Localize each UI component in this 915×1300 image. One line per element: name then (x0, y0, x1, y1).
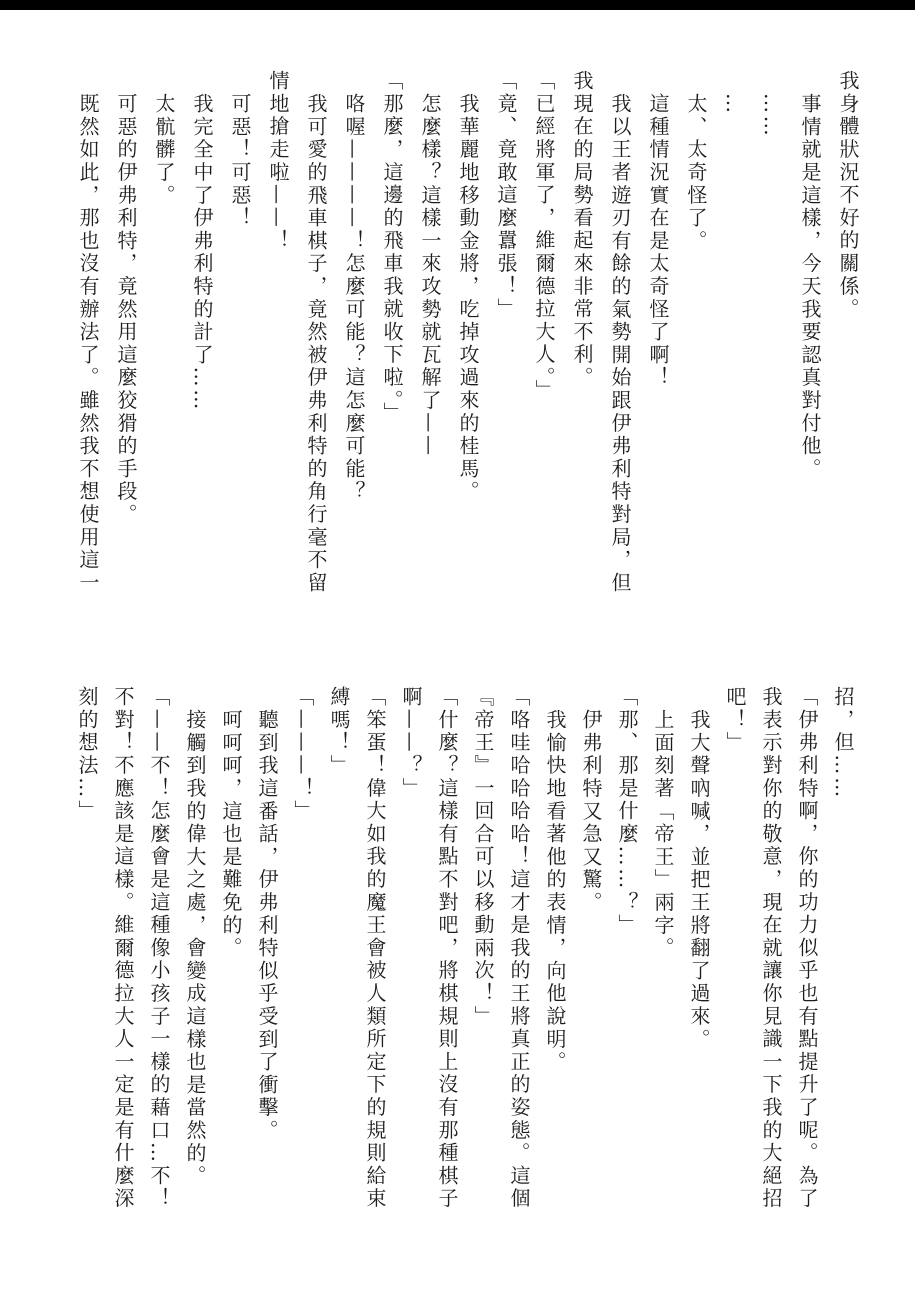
text-column: … (722, 93, 746, 116)
text-column: 「咯哇哈哈哈哈！這才是我的王將真正的姿態。這個 (507, 686, 531, 1211)
text-column: 我完全中了伊弗利特的計了…… (190, 93, 214, 413)
text-column: 咯喔————！怎麼可能？這怎麼可能？ (342, 93, 366, 504)
text-column: 我以王者遊刃有餘的氣勢開始跟伊弗利特對局，但 (608, 93, 632, 595)
text-column: 「笨蛋！偉大如我的魔王會被人類所定下的規則給束 (363, 686, 387, 1211)
text-column: 太骯髒了。 (152, 93, 176, 207)
text-column: 「———！」 (291, 686, 315, 823)
text-column: 「那、那是什麼……？」 (615, 686, 639, 937)
text-column: 上面刻著「帝王」兩字。 (651, 709, 675, 960)
text-column: 呵呵呵，這也是難免的。 (219, 709, 243, 960)
text-block-top (67, 70, 867, 628)
text-column: 「什麼？這樣有點不對吧，將棋規則上沒有那種棋子 (435, 686, 459, 1211)
text-column: 太、太奇怪了。 (684, 93, 708, 253)
text-column: 「已經將軍了，維爾德拉大人。」 (532, 70, 556, 402)
text-column: 我大聲吶喊，並把王將翻了過來。 (687, 709, 711, 1051)
text-column: 「伊弗利特啊，你的功力似乎也有點提升了呢。為了 (795, 686, 819, 1211)
text-column: 我現在的局勢看起來非常不利。 (570, 70, 594, 390)
text-column: 我身體狀況不好的關係。 (836, 70, 860, 321)
text-column: 我華麗地移動金將，吃掉攻過來的桂馬。 (456, 93, 480, 504)
text-column: 情地搶走啦——！ (266, 70, 290, 253)
text-column: 伊弗利特又急又驚。 (579, 709, 603, 915)
text-column: 刻的想法…」 (75, 686, 99, 823)
text-column: 這種情況實在是太奇怪了啊！ (646, 93, 670, 390)
text-column: 我可愛的飛車棋子，竟然被伊弗利特的角行毫不留 (304, 93, 328, 595)
text-column: 既然如此，那也沒有辦法了。雖然我不想使用這一 (76, 93, 100, 595)
text-column: 「那麼，這邊的飛車我就收下啦。」 (380, 70, 404, 425)
text-column: 「——不！怎麼會是這種像小孩子一樣的藉口…不！ (147, 686, 171, 1211)
text-column: 我愉快地看著他的表情，向他說明。 (543, 709, 567, 1074)
text-column: 「竟、竟敢這麼囂張！」 (494, 70, 518, 321)
text-column: 吧！」 (723, 686, 747, 755)
text-column: 聽到我這番話，伊弗利特似乎受到了衝擊。 (255, 709, 279, 1143)
text-column: 『帝王』一回合可以移動兩次！」 (471, 686, 495, 1028)
page-top-border (0, 0, 915, 10)
text-column: 招，但…… (831, 686, 855, 800)
text-column: 可惡！可惡！ (228, 93, 252, 230)
text-block-bottom (67, 686, 861, 1244)
text-column: 不對！不應該是這樣。維爾德拉大人一定是有什麼深 (111, 686, 135, 1211)
text-column: 怎麼樣？這樣一來攻勢就瓦解了—— (418, 93, 442, 458)
text-column: 縛嗎！」 (327, 686, 351, 778)
text-column: 事情就是這樣，今天我要認真對付他。 (798, 93, 822, 481)
text-column: …… (760, 93, 784, 139)
text-column: 可惡的伊弗利特，竟然用這麼狡猾的手段。 (114, 93, 138, 527)
text-column: 我表示對你的敬意，現在就讓你見識一下我的大絕招 (759, 686, 783, 1211)
text-column: 接觸到我的偉大之處，會變成這樣也是當然的。 (183, 709, 207, 1188)
text-column: 啊——？」 (399, 686, 423, 800)
